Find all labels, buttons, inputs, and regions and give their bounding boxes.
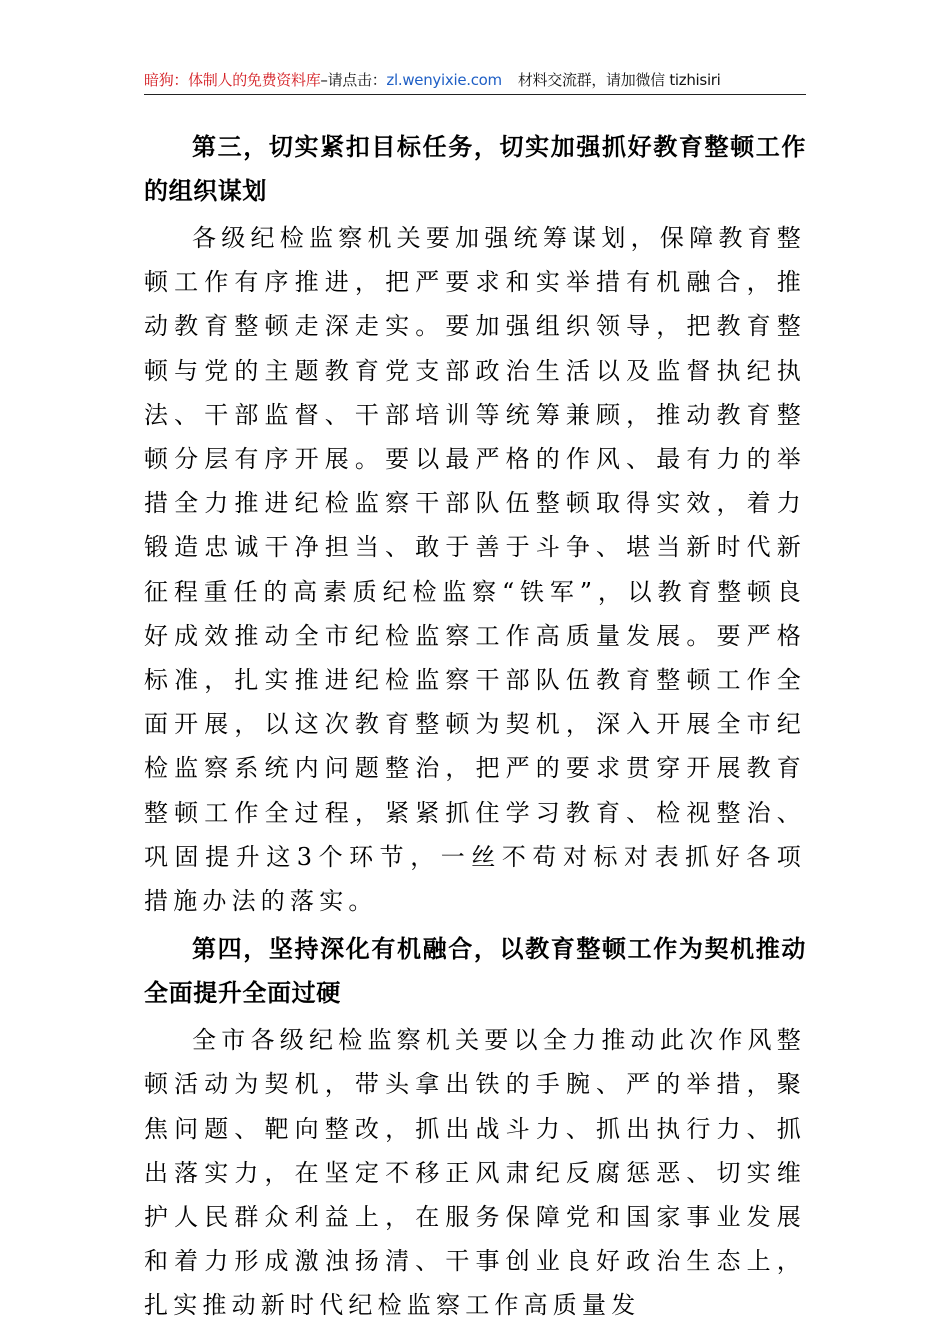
header-contact: 材料交流群，请加微信 tizhisiri [517,71,721,89]
page-header [144,69,806,91]
header-site-name: 暗狗：体制人的免费资料库 [144,71,321,89]
header-url-link[interactable]: zl.wenyixie.com [386,71,502,89]
section-paragraph-3: 各级纪检监察机关要加强统筹谋划，保障教育整顿工作有序推进，把严要求和实举措有机融合，推动教育整顿走深走实。要加强组织领导，把教育整顿与党的主题教育党支部政治生活以及监督执纪执法、干部监督、干部培训等统筹兼顾，推动教育整顿分层有序开展。要以最严格的作风、最有力的举措全力推进纪检监察干部队伍整顿取得实效，着力锻造忠诚干净担当、敢于善于斗争、堪当新时代新征程重任的高素质纪检监察“铁军”，以教育整顿良好成效推动全市纪检监察工作高质量发展。要严格标准，扎实推进纪检监察干部队伍教育整顿工作全面开展，以这次教育整顿为契机，深入开展全市纪检监察系统内问题整治，把严的要求贯穿开展教育整顿工作全过程，紧紧抓住学习教育、检视整治、巩固提升这3个环节，一丝不苟对标对表抓好各项措施办法的落实。 [144,224,806,916]
document-body [144,125,806,1328]
header-divider [144,94,806,95]
section-heading-3: 第三，切实紧扣目标任务，切实加强抓好教育整顿工作的组织谋划 [144,133,806,205]
section-heading-4: 第四，坚持深化有机融合，以教育整顿工作为契机推动全面提升全面过硬 [144,935,806,1008]
header-prompt: –请点击： [320,71,387,89]
section-paragraph-4: 全市各级纪检监察机关要以全力推动此次作风整顿活动为契机，带头拿出铁的手腕、严的举措，聚焦问题、靶向整改，抓出战斗力、抓出执行力、抓出落实力，在坚定不移正风肃纪反腐惩恶、切实维护人民群众利益上，在服务保障党和国家事业发展和着力形成激浊扬清、干事创业良好政治生态上，扎实推动新时代纪检监察工作高质量发 [144,1026,806,1320]
